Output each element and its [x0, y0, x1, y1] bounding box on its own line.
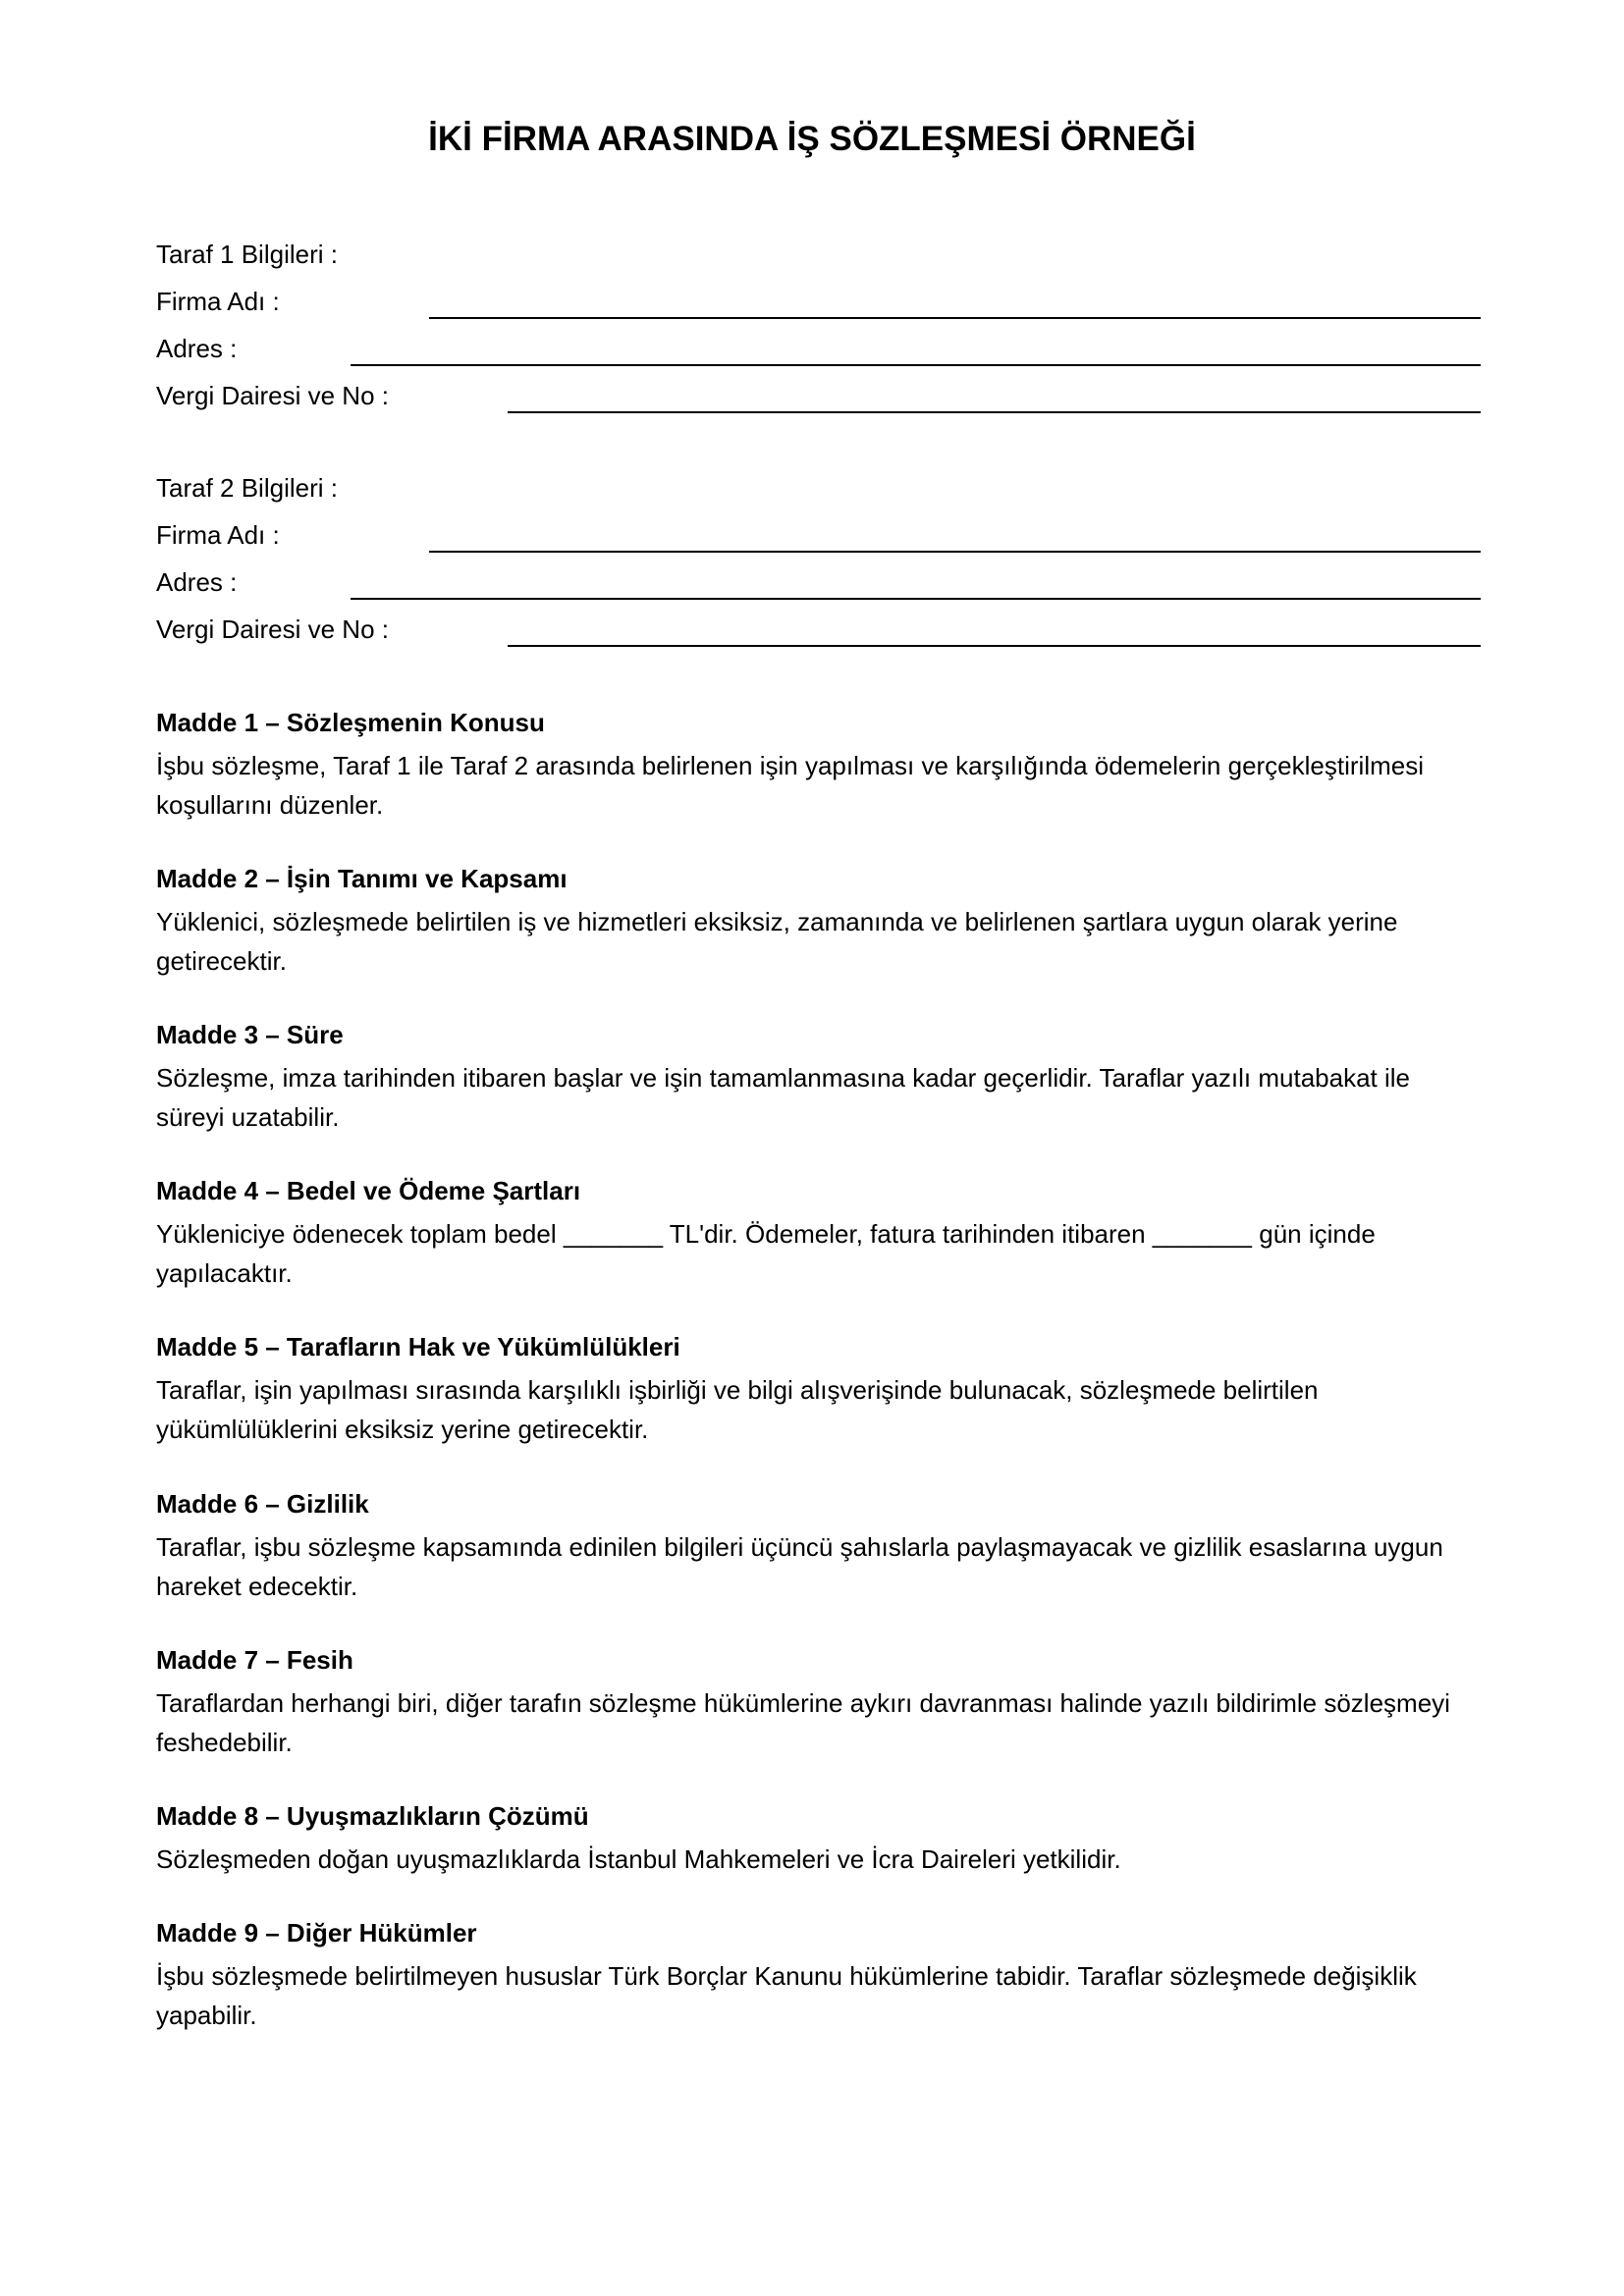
party1-header: Taraf 1 Bilgileri :: [156, 240, 338, 269]
article-8: [156, 1798, 1482, 1879]
article-heading: Madde 7 – Fesih: [156, 1645, 353, 1675]
article-2: [156, 861, 1482, 981]
party1-address-field[interactable]: [351, 364, 1481, 366]
article-body: Yükleniciye ödenecek toplam bedel _______ TL'dir. Ödemeler, fatura tarihinden itibaren _______ gün içinde yapılacaktır.: [156, 1219, 1376, 1288]
party2-tax-field[interactable]: [508, 645, 1481, 647]
article-heading: Madde 3 – Süre: [156, 1020, 344, 1049]
article-body: İşbu sözleşmede belirtilmeyen hususlar Türk Borçlar Kanunu hükümlerine tabidir. Taraflar sözleşmede değişiklik yapabilir.: [156, 1961, 1417, 2030]
article-heading: Madde 1 – Sözleşmenin Konusu: [156, 708, 545, 737]
article-9: [156, 1915, 1482, 2035]
article-body: Taraflar, işin yapılması sırasında karşılıklı işbirliği ve bilgi alışverişinde bulunacak, sözleşmede belirtilen yükümlülüklerini eksiksiz yerine getirecektir.: [156, 1375, 1319, 1444]
article-4: [156, 1173, 1482, 1293]
party2-tax-label: Vergi Dairesi ve No :: [156, 614, 389, 644]
party1-tax-label: Vergi Dairesi ve No :: [156, 381, 389, 410]
party1-company-label: Firma Adı :: [156, 287, 280, 316]
article-heading: Madde 2 – İşin Tanımı ve Kapsamı: [156, 864, 568, 893]
article-1: [156, 705, 1482, 825]
article-6: [156, 1486, 1482, 1606]
article-body: İşbu sözleşme, Taraf 1 ile Taraf 2 arasında belirlenen işin yapılması ve karşılığında ödemelerin gerçekleştirilmesi koşullarını düzenler.: [156, 751, 1424, 820]
article-heading: Madde 6 – Gizlilik: [156, 1489, 369, 1519]
party1-address-label: Adres :: [156, 334, 238, 363]
party2-address-field[interactable]: [351, 598, 1481, 600]
article-heading: Madde 8 – Uyuşmazlıkların Çözümü: [156, 1801, 589, 1831]
party2-address-label: Adres :: [156, 567, 238, 597]
article-body: Taraflardan herhangi biri, diğer tarafın sözleşme hükümlerine aykırı davranması halinde yazılı bildirimle sözleşmeyi feshedebilir.: [156, 1688, 1450, 1757]
party1-company-field[interactable]: [429, 317, 1481, 319]
article-body: Sözleşme, imza tarihinden itibaren başlar ve işin tamamlanmasına kadar geçerlidir. Taraflar yazılı mutabakat ile süreyi uzatabilir.: [156, 1063, 1410, 1132]
article-heading: Madde 5 – Tarafların Hak ve Yükümlülükleri: [156, 1332, 680, 1362]
document-title: İKİ FİRMA ARASINDA İŞ SÖZLEŞMESİ ÖRNEĞİ: [428, 120, 1196, 158]
party2-company-label: Firma Adı :: [156, 520, 280, 550]
article-3: [156, 1017, 1482, 1137]
article-body: Yüklenici, sözleşmede belirtilen iş ve hizmetleri eksiksiz, zamanında ve belirlenen şartlara uygun olarak yerine getirecektir.: [156, 907, 1398, 976]
party1-tax-field[interactable]: [508, 411, 1481, 413]
party2-company-field[interactable]: [429, 551, 1481, 553]
article-5: [156, 1329, 1482, 1449]
article-body: Sözleşmeden doğan uyuşmazlıklarda İstanbul Mahkemeleri ve İcra Daireleri yetkilidir.: [156, 1844, 1121, 1874]
article-7: [156, 1642, 1482, 1762]
article-heading: Madde 4 – Bedel ve Ödeme Şartları: [156, 1176, 581, 1205]
party2-header: Taraf 2 Bilgileri :: [156, 473, 338, 503]
article-body: Taraflar, işbu sözleşme kapsamında edinilen bilgileri üçüncü şahıslarla paylaşmayacak ve gizlilik esaslarına uygun hareket edecektir.: [156, 1532, 1443, 1601]
article-heading: Madde 9 – Diğer Hükümler: [156, 1918, 477, 1948]
